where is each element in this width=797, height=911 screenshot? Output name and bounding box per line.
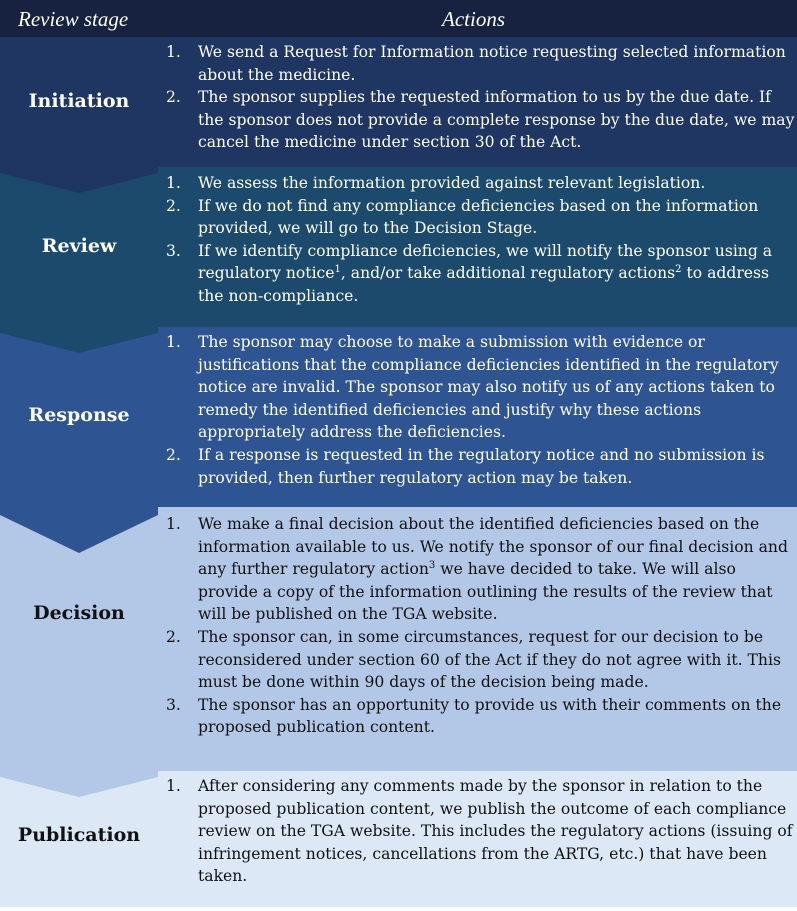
step-text: The sponsor has an opportunity to provide us with their comments on the proposed publication content. xyxy=(198,695,782,737)
step-number: 2. xyxy=(166,196,181,215)
row-response xyxy=(0,327,797,507)
step-text: to address the non-compliance. xyxy=(198,264,770,305)
step-number: 2. xyxy=(166,627,181,646)
actions-cell-initiation xyxy=(158,37,797,171)
list-item xyxy=(158,41,797,86)
step-number: 1. xyxy=(166,333,181,351)
actions-cell-publication xyxy=(158,771,797,911)
actions-cell-review xyxy=(158,167,797,332)
list-item xyxy=(158,626,797,694)
step-text: If we do not find any compliance deficiencies based on the information provided, we will go to the Decision Stage. xyxy=(198,196,759,238)
list-item xyxy=(158,86,797,154)
step-number: 1. xyxy=(166,777,181,795)
chevron-arrow-decision xyxy=(0,771,158,797)
step-number: 3. xyxy=(166,241,181,260)
footnote-ref: 3 xyxy=(428,560,436,572)
step-number: 1. xyxy=(166,515,181,533)
list-item xyxy=(158,444,797,489)
stage-label-review: Review xyxy=(41,235,117,257)
step-text: After considering any comments made by the sponsor in relation to the proposed publication content, we publish the outcome of each compliance review on the TGA website. This includes the regulatory actions (issuing of infringement notices, cancellations from the ARTG, etc.) that have been taken. xyxy=(198,777,793,886)
row-initiation xyxy=(0,37,797,167)
chevron-arrow-review xyxy=(0,327,158,353)
step-number: 2. xyxy=(166,88,181,107)
step-number: 1. xyxy=(166,43,181,61)
step-text: We assess the information provided against relevant legislation. xyxy=(198,174,706,192)
chevron-arrow-response xyxy=(0,507,158,553)
step-text: If a response is requested in the regulatory notice and no submission is provided, then further regulatory action may be taken. xyxy=(198,445,765,487)
step-number: 1. xyxy=(166,174,181,192)
step-text: We make a final decision about the identified deficiencies based on the information available to us. We notify the sponsor of our final decision and any further regulatory action xyxy=(198,515,788,579)
step-number: 2. xyxy=(166,445,181,464)
list-item xyxy=(158,513,797,626)
list-item xyxy=(158,240,797,308)
step-text: we have decided to take. We will also provide a copy of the information outlining the results of the review that will be published on the TGA website. xyxy=(198,560,773,624)
list-item xyxy=(158,172,797,195)
step-number: 3. xyxy=(166,695,181,714)
list-item xyxy=(158,195,797,240)
stage-label-publication: Publication xyxy=(17,824,141,846)
chevron-arrow-initiation xyxy=(0,167,158,193)
footnote-ref: 1 xyxy=(334,264,341,276)
list-item xyxy=(158,694,797,739)
step-text: We send a Request for Information notice requesting selected information about the medicine. xyxy=(198,43,786,84)
stage-cell-response xyxy=(0,327,158,507)
table-header xyxy=(0,0,797,37)
step-text: If we identify compliance deficiencies, we will notify the sponsor using a regulatory notice xyxy=(198,241,773,283)
header-review-stage: Review stage xyxy=(18,7,129,31)
actions-cell-decision xyxy=(158,507,797,777)
step-text: The sponsor can, in some circumstances, request for our decision to be reconsidered under section 60 of the Act if they do not agree with it. This must be done within 90 days of the decision being made. xyxy=(198,627,781,692)
stage-cell-initiation xyxy=(0,37,158,167)
stage-label-response: Response xyxy=(28,404,130,426)
list-item xyxy=(158,331,797,444)
stage-label-initiation: Initiation xyxy=(28,90,130,112)
header-actions: Actions xyxy=(442,7,505,31)
footnote-ref: 2 xyxy=(675,264,682,276)
step-text: The sponsor supplies the requested information to us by the due date. If the sponsor does not provide a complete response by the due date, we may cancel the medicine under section 30 of the Act. xyxy=(198,88,795,152)
step-text: , and/or take additional regulatory actions xyxy=(340,264,676,283)
stage-label-decision: Decision xyxy=(33,602,125,624)
actions-cell-response xyxy=(158,327,797,511)
list-item xyxy=(158,775,797,888)
step-text: The sponsor may choose to make a submission with evidence or justifications that the compliance deficiencies identified in the regulatory notice are invalid. The sponsor may also notify us of any actions taken to remedy the identified deficiencies and justify why these actions appropriately address the deficiencies. xyxy=(198,333,779,442)
